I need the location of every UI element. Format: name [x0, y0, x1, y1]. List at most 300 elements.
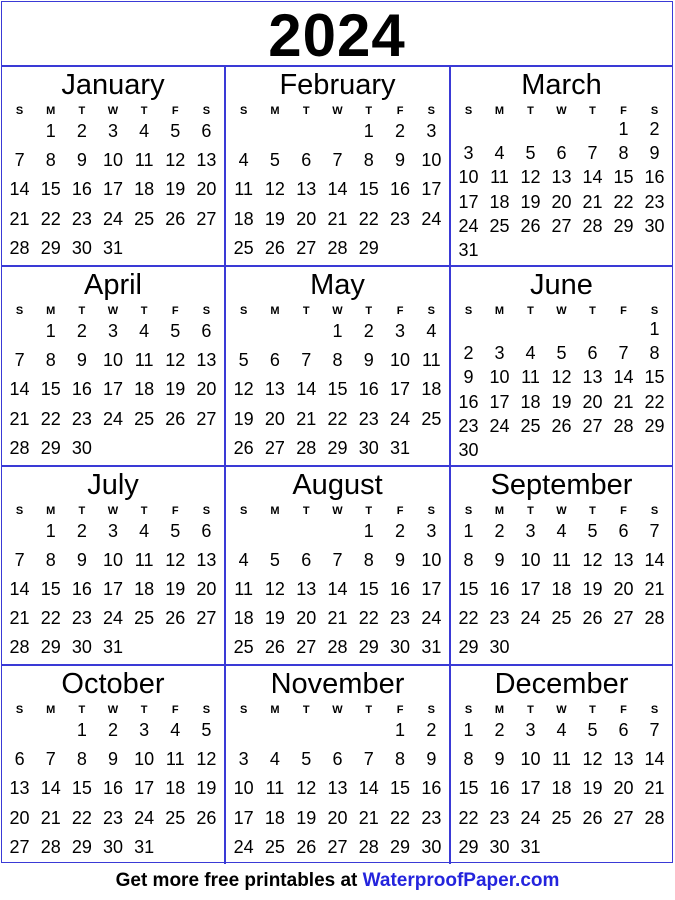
weekday-label: S [239, 105, 248, 117]
day-cell: 2 [463, 342, 474, 363]
month-august [226, 467, 451, 666]
day-cell: 27 [264, 437, 285, 458]
weekday-label: S [239, 305, 248, 317]
day-cell: 4 [525, 342, 536, 363]
day-cell: 4 [556, 521, 567, 541]
day-cell: 23 [644, 191, 665, 212]
weekday-label: T [589, 105, 596, 117]
day-cell: 23 [358, 408, 379, 429]
day-grid [228, 716, 447, 862]
day-cell: 8 [45, 550, 56, 570]
weekday-label: T [365, 105, 373, 117]
day-cell: 26 [165, 408, 186, 429]
day-cell: 21 [644, 778, 665, 799]
day-cell: 3 [525, 720, 536, 741]
day-cell: 8 [332, 350, 343, 371]
day-cell: 18 [134, 179, 155, 200]
day-cell: 30 [489, 637, 510, 657]
day-cell: 28 [644, 807, 665, 828]
day-cell: 21 [327, 608, 348, 628]
weekday-label: M [46, 704, 56, 716]
day-cell: 24 [421, 208, 442, 229]
day-cell: 11 [490, 167, 509, 188]
weekday-label: S [464, 105, 473, 117]
day-cell: 9 [363, 350, 374, 371]
day-cell: 13 [196, 150, 217, 171]
day-cell: 1 [463, 521, 474, 541]
day-cell: 4 [426, 321, 437, 342]
day-cell: 5 [269, 550, 280, 570]
weekday-header [4, 704, 222, 716]
day-cell: 31 [390, 437, 411, 458]
weekday-label: S [427, 505, 436, 517]
day-cell: 10 [102, 150, 123, 171]
weekday-label: T [78, 505, 86, 517]
day-cell: 24 [489, 415, 510, 436]
month-september [451, 467, 672, 666]
day-cell: 4 [238, 150, 249, 171]
day-cell: 9 [494, 550, 505, 570]
day-cell: 18 [134, 379, 155, 400]
weekday-label: F [171, 105, 179, 117]
month-name: October [61, 668, 165, 700]
weekday-label: S [650, 704, 659, 716]
weekday-header [4, 305, 222, 317]
day-cell: 17 [458, 191, 479, 212]
day-cell: 15 [40, 179, 61, 200]
day-cell: 22 [358, 608, 379, 628]
day-cell: 22 [71, 807, 92, 828]
day-cell: 7 [332, 550, 343, 570]
footer [0, 868, 675, 894]
day-cell: 5 [269, 150, 280, 171]
day-cell: 20 [264, 408, 285, 429]
day-cell: 9 [395, 550, 406, 570]
day-cell: 17 [102, 179, 123, 200]
day-cell: 22 [40, 208, 61, 229]
weekday-label: T [527, 704, 534, 716]
day-cell: 25 [264, 836, 285, 857]
day-cell: 10 [520, 749, 541, 770]
day-cell: 8 [363, 150, 374, 171]
day-cell: 14 [9, 579, 30, 599]
day-cell: 18 [233, 208, 254, 229]
day-cell: 22 [644, 391, 665, 412]
day-cell: 6 [301, 150, 312, 171]
weekday-label: T [302, 305, 310, 317]
day-cell: 28 [327, 637, 348, 657]
day-cell: 7 [301, 350, 312, 371]
day-cell: 1 [76, 720, 87, 741]
day-cell: 12 [165, 150, 186, 171]
day-cell: 30 [358, 437, 379, 458]
day-cell: 12 [520, 167, 541, 188]
month-grid [2, 67, 672, 864]
day-cell: 7 [587, 142, 598, 163]
weekday-label: F [171, 305, 179, 317]
day-cell: 4 [494, 142, 505, 163]
day-cell: 31 [102, 237, 123, 258]
day-cell: 24 [102, 408, 123, 429]
day-cell: 5 [170, 321, 181, 342]
month-name: May [310, 269, 365, 301]
weekday-label: M [270, 305, 280, 317]
calendar-frame [1, 1, 673, 863]
day-cell: 20 [196, 579, 217, 599]
day-cell: 14 [613, 367, 634, 388]
weekday-label: M [270, 505, 280, 517]
day-cell: 10 [390, 350, 411, 371]
day-cell: 20 [196, 379, 217, 400]
day-cell: 31 [520, 836, 541, 857]
day-cell: 10 [134, 749, 155, 770]
day-cell: 12 [165, 350, 186, 371]
day-cell: 16 [458, 391, 479, 412]
day-cell: 27 [296, 237, 317, 258]
day-cell: 11 [234, 179, 253, 200]
day-cell: 1 [395, 720, 406, 741]
day-cell: 26 [165, 208, 186, 229]
day-cell: 28 [9, 237, 30, 258]
day-cell: 30 [71, 237, 92, 258]
day-cell: 1 [45, 521, 56, 541]
day-cell: 10 [458, 167, 479, 188]
day-cell: 23 [489, 807, 510, 828]
day-cell: 21 [613, 391, 634, 412]
weekday-label: W [332, 704, 343, 716]
day-cell: 3 [107, 521, 118, 541]
title-bar [2, 2, 672, 67]
day-cell: 3 [139, 720, 150, 741]
day-cell: 16 [71, 579, 92, 599]
day-cell: 29 [390, 836, 411, 857]
day-cell: 21 [9, 408, 30, 429]
day-cell: 23 [489, 608, 510, 628]
day-cell: 13 [582, 367, 603, 388]
day-cell: 8 [463, 749, 474, 770]
month-november [226, 666, 451, 864]
day-cell: 17 [489, 391, 510, 412]
day-cell: 26 [233, 437, 254, 458]
day-cell: 3 [525, 521, 536, 541]
month-name: January [61, 69, 165, 101]
day-cell: 2 [76, 521, 87, 541]
weekday-label: M [270, 704, 280, 716]
month-june [451, 267, 672, 467]
day-cell: 24 [520, 608, 541, 628]
day-cell: 31 [102, 637, 123, 657]
day-cell: 23 [390, 208, 411, 229]
day-cell: 19 [264, 608, 285, 628]
day-cell: 5 [587, 521, 598, 541]
weekday-label: T [140, 704, 148, 716]
day-cell: 2 [363, 321, 374, 342]
day-cell: 4 [556, 720, 567, 741]
day-cell: 26 [264, 237, 285, 258]
weekday-label: T [78, 305, 86, 317]
day-cell: 29 [458, 836, 479, 857]
day-cell: 13 [327, 778, 348, 799]
month-name: June [530, 269, 593, 301]
weekday-label: T [302, 505, 310, 517]
day-cell: 12 [296, 778, 317, 799]
day-cell: 1 [618, 118, 629, 139]
day-grid [4, 317, 222, 463]
day-cell: 25 [134, 608, 155, 628]
day-cell: 17 [421, 179, 442, 200]
day-cell: 16 [390, 579, 411, 599]
day-cell: 4 [139, 121, 150, 142]
day-cell: 2 [395, 121, 406, 142]
day-cell: 11 [265, 778, 285, 799]
month-name: February [279, 69, 396, 101]
weekday-label: F [396, 305, 404, 317]
day-cell: 25 [421, 408, 442, 429]
day-cell: 2 [107, 720, 118, 741]
day-cell: 12 [165, 550, 186, 570]
day-cell: 2 [649, 118, 660, 139]
day-cell: 19 [196, 778, 217, 799]
day-cell: 21 [327, 208, 348, 229]
day-cell: 24 [102, 608, 123, 628]
day-cell: 30 [390, 637, 411, 657]
day-cell: 30 [421, 836, 442, 857]
day-cell: 11 [165, 749, 185, 770]
day-cell: 21 [9, 608, 30, 628]
day-cell: 15 [40, 379, 61, 400]
day-cell: 17 [134, 778, 155, 799]
weekday-label: T [140, 105, 148, 117]
day-cell: 2 [76, 121, 87, 142]
day-cell: 16 [421, 778, 442, 799]
weekday-label: T [302, 105, 310, 117]
day-cell: 8 [45, 350, 56, 371]
weekday-label: F [620, 505, 627, 517]
day-cell: 5 [201, 720, 212, 741]
day-cell: 22 [458, 807, 479, 828]
weekday-header [4, 105, 222, 117]
day-cell: 6 [301, 550, 312, 570]
weekday-label: M [46, 505, 56, 517]
day-cell: 6 [332, 749, 343, 770]
day-cell: 23 [421, 807, 442, 828]
weekday-header [228, 704, 447, 716]
day-cell: 25 [134, 208, 155, 229]
weekday-header [453, 305, 670, 317]
day-grid [453, 317, 670, 463]
day-cell: 8 [463, 550, 474, 570]
day-cell: 18 [264, 807, 285, 828]
month-march [451, 67, 672, 267]
day-cell: 17 [520, 579, 541, 599]
weekday-label: S [202, 505, 211, 517]
weekday-label: T [589, 305, 596, 317]
day-cell: 6 [201, 121, 212, 142]
day-cell: 29 [358, 637, 379, 657]
day-cell: 8 [395, 749, 406, 770]
weekday-label: W [556, 505, 567, 517]
day-cell: 10 [520, 550, 541, 570]
day-cell: 16 [489, 579, 510, 599]
day-cell: 28 [9, 437, 30, 458]
day-cell: 5 [170, 521, 181, 541]
weekday-label: W [107, 305, 119, 317]
day-cell: 26 [582, 608, 603, 628]
day-cell: 19 [296, 807, 317, 828]
day-cell: 9 [76, 550, 87, 570]
day-cell: 15 [358, 179, 379, 200]
day-cell: 3 [426, 521, 437, 541]
day-cell: 5 [525, 142, 536, 163]
day-cell: 15 [358, 579, 379, 599]
day-cell: 27 [196, 408, 217, 429]
day-cell: 20 [327, 807, 348, 828]
day-cell: 18 [233, 608, 254, 628]
day-cell: 21 [9, 208, 30, 229]
day-cell: 20 [196, 179, 217, 200]
day-cell: 13 [613, 550, 634, 570]
weekday-label: S [464, 704, 473, 716]
day-cell: 14 [327, 179, 348, 200]
day-cell: 10 [102, 350, 123, 371]
day-cell: 5 [556, 342, 567, 363]
month-december [451, 666, 672, 864]
day-grid [4, 117, 222, 263]
weekday-label: M [494, 505, 505, 517]
day-cell: 14 [296, 379, 317, 400]
day-cell: 21 [358, 807, 379, 828]
weekday-label: F [171, 505, 179, 517]
day-cell: 14 [644, 550, 665, 570]
day-cell: 13 [296, 579, 317, 599]
day-cell: 17 [102, 579, 123, 599]
weekday-label: M [46, 105, 56, 117]
weekday-header [4, 505, 222, 517]
day-cell: 1 [45, 321, 56, 342]
weekday-label: T [527, 305, 534, 317]
weekday-label: W [556, 704, 567, 716]
day-cell: 1 [363, 521, 374, 541]
day-cell: 9 [395, 150, 406, 171]
weekday-label: W [107, 105, 119, 117]
day-grid [4, 716, 222, 862]
day-cell: 19 [165, 379, 186, 400]
weekday-header [228, 305, 447, 317]
day-cell: 19 [233, 408, 254, 429]
day-cell: 10 [421, 150, 442, 171]
weekday-label: S [427, 704, 436, 716]
day-cell: 23 [102, 807, 123, 828]
month-name: March [521, 69, 602, 101]
day-cell: 18 [520, 391, 541, 412]
day-cell: 10 [102, 550, 123, 570]
weekday-label: F [620, 105, 627, 117]
day-cell: 6 [556, 142, 567, 163]
day-cell: 9 [426, 749, 437, 770]
day-cell: 29 [71, 836, 92, 857]
day-cell: 26 [264, 637, 285, 657]
weekday-label: W [107, 505, 119, 517]
day-cell: 27 [296, 637, 317, 657]
day-cell: 10 [233, 778, 254, 799]
day-cell: 4 [170, 720, 181, 741]
footer-link[interactable]: WaterproofPaper.com [362, 870, 560, 891]
month-july [2, 467, 226, 666]
day-cell: 7 [332, 150, 343, 171]
day-cell: 20 [613, 778, 634, 799]
day-cell: 18 [551, 778, 572, 799]
weekday-label: T [302, 704, 310, 716]
day-cell: 5 [301, 749, 312, 770]
day-cell: 15 [613, 167, 634, 188]
day-cell: 18 [489, 191, 510, 212]
day-cell: 4 [238, 550, 249, 570]
day-grid [228, 517, 447, 662]
day-cell: 30 [71, 437, 92, 458]
day-cell: 21 [644, 579, 665, 599]
day-cell: 27 [582, 415, 603, 436]
weekday-label: W [107, 704, 119, 716]
day-cell: 22 [613, 191, 634, 212]
day-cell: 2 [494, 521, 505, 541]
day-cell: 21 [582, 191, 603, 212]
day-cell: 13 [264, 379, 285, 400]
weekday-label: F [396, 105, 404, 117]
day-cell: 2 [494, 720, 505, 741]
weekday-label: S [427, 105, 436, 117]
day-cell: 16 [71, 179, 92, 200]
day-cell: 19 [520, 191, 541, 212]
day-cell: 19 [582, 579, 603, 599]
month-name: November [270, 668, 405, 700]
weekday-label: W [556, 105, 567, 117]
month-january [2, 67, 226, 267]
day-cell: 31 [134, 836, 155, 857]
day-cell: 25 [165, 807, 186, 828]
day-cell: 19 [165, 179, 186, 200]
day-cell: 12 [233, 379, 254, 400]
day-cell: 9 [76, 350, 87, 371]
month-name: August [292, 469, 383, 501]
day-cell: 21 [296, 408, 317, 429]
day-cell: 15 [71, 778, 92, 799]
day-cell: 3 [107, 321, 118, 342]
weekday-label: F [620, 704, 627, 716]
day-cell: 25 [233, 637, 254, 657]
weekday-label: W [332, 305, 343, 317]
weekday-label: T [527, 105, 534, 117]
day-cell: 16 [489, 778, 510, 799]
day-cell: 6 [201, 321, 212, 342]
day-cell: 29 [458, 637, 479, 657]
weekday-label: T [365, 305, 373, 317]
weekday-label: S [15, 105, 24, 117]
day-cell: 9 [463, 367, 474, 388]
day-cell: 14 [327, 579, 348, 599]
day-cell: 12 [264, 579, 285, 599]
month-name: December [494, 668, 629, 700]
day-cell: 25 [551, 608, 572, 628]
weekday-label: S [15, 704, 24, 716]
day-cell: 15 [644, 367, 665, 388]
day-cell: 29 [40, 437, 61, 458]
day-cell: 14 [9, 379, 30, 400]
month-name: April [83, 269, 142, 301]
weekday-label: S [427, 305, 436, 317]
day-cell: 31 [458, 240, 479, 261]
day-cell: 28 [644, 608, 665, 628]
day-cell: 25 [489, 215, 510, 236]
